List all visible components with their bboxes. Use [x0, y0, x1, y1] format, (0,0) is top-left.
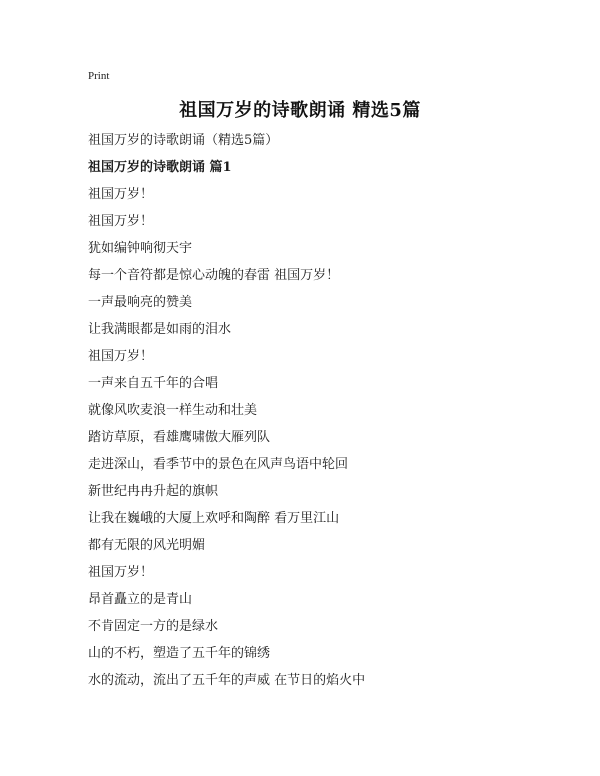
text-line: 犹如编钟响彻天宇 [88, 241, 193, 256]
document-title: 祖国万岁的诗歌朗诵 精选5篇 [179, 100, 421, 121]
text-line: 昂首矗立的是青山 [88, 592, 193, 607]
text-line: 祖国万岁！ [88, 565, 154, 580]
text-line: 山的不朽，塑造了五千年的锦绣 [88, 646, 271, 661]
text-line: 都有无限的风光明媚 [88, 538, 206, 553]
text-line: 祖国万岁的诗歌朗诵（精选5篇） [88, 133, 279, 148]
poem-lines [88, 131, 365, 698]
text-line: 走进深山，看季节中的景色在风声鸟语中轮回 [88, 457, 349, 472]
text-line: 让我在巍峨的大厦上欢呼和陶醉 看万里江山 [88, 511, 340, 526]
text-line: 踏访草原，看雄鹰啸傲大雁列队 [88, 430, 271, 445]
text-line: 祖国万岁！ [88, 349, 154, 364]
text-line: 新世纪冉冉升起的旗帜 [88, 484, 219, 499]
print-label: Print [88, 70, 110, 82]
text-line: 让我满眼都是如雨的泪水 [88, 322, 232, 337]
text-line: 不肯固定一方的是绿水 [88, 619, 219, 634]
text-line: 一声来自五千年的合唱 [88, 376, 219, 391]
section-heading: 祖国万岁的诗歌朗诵 篇1 [88, 160, 232, 175]
text-line: 每一个音符都是惊心动魄的春雷 祖国万岁！ [88, 268, 340, 283]
text-line: 一声最响亮的赞美 [88, 295, 193, 310]
text-line: 水的流动，流出了五千年的声威 在节日的焰火中 [88, 673, 366, 688]
text-line: 就像风吹麦浪一样生动和壮美 [88, 403, 258, 418]
text-line: 祖国万岁！ [88, 187, 154, 202]
text-line: 祖国万岁！ [88, 214, 154, 229]
